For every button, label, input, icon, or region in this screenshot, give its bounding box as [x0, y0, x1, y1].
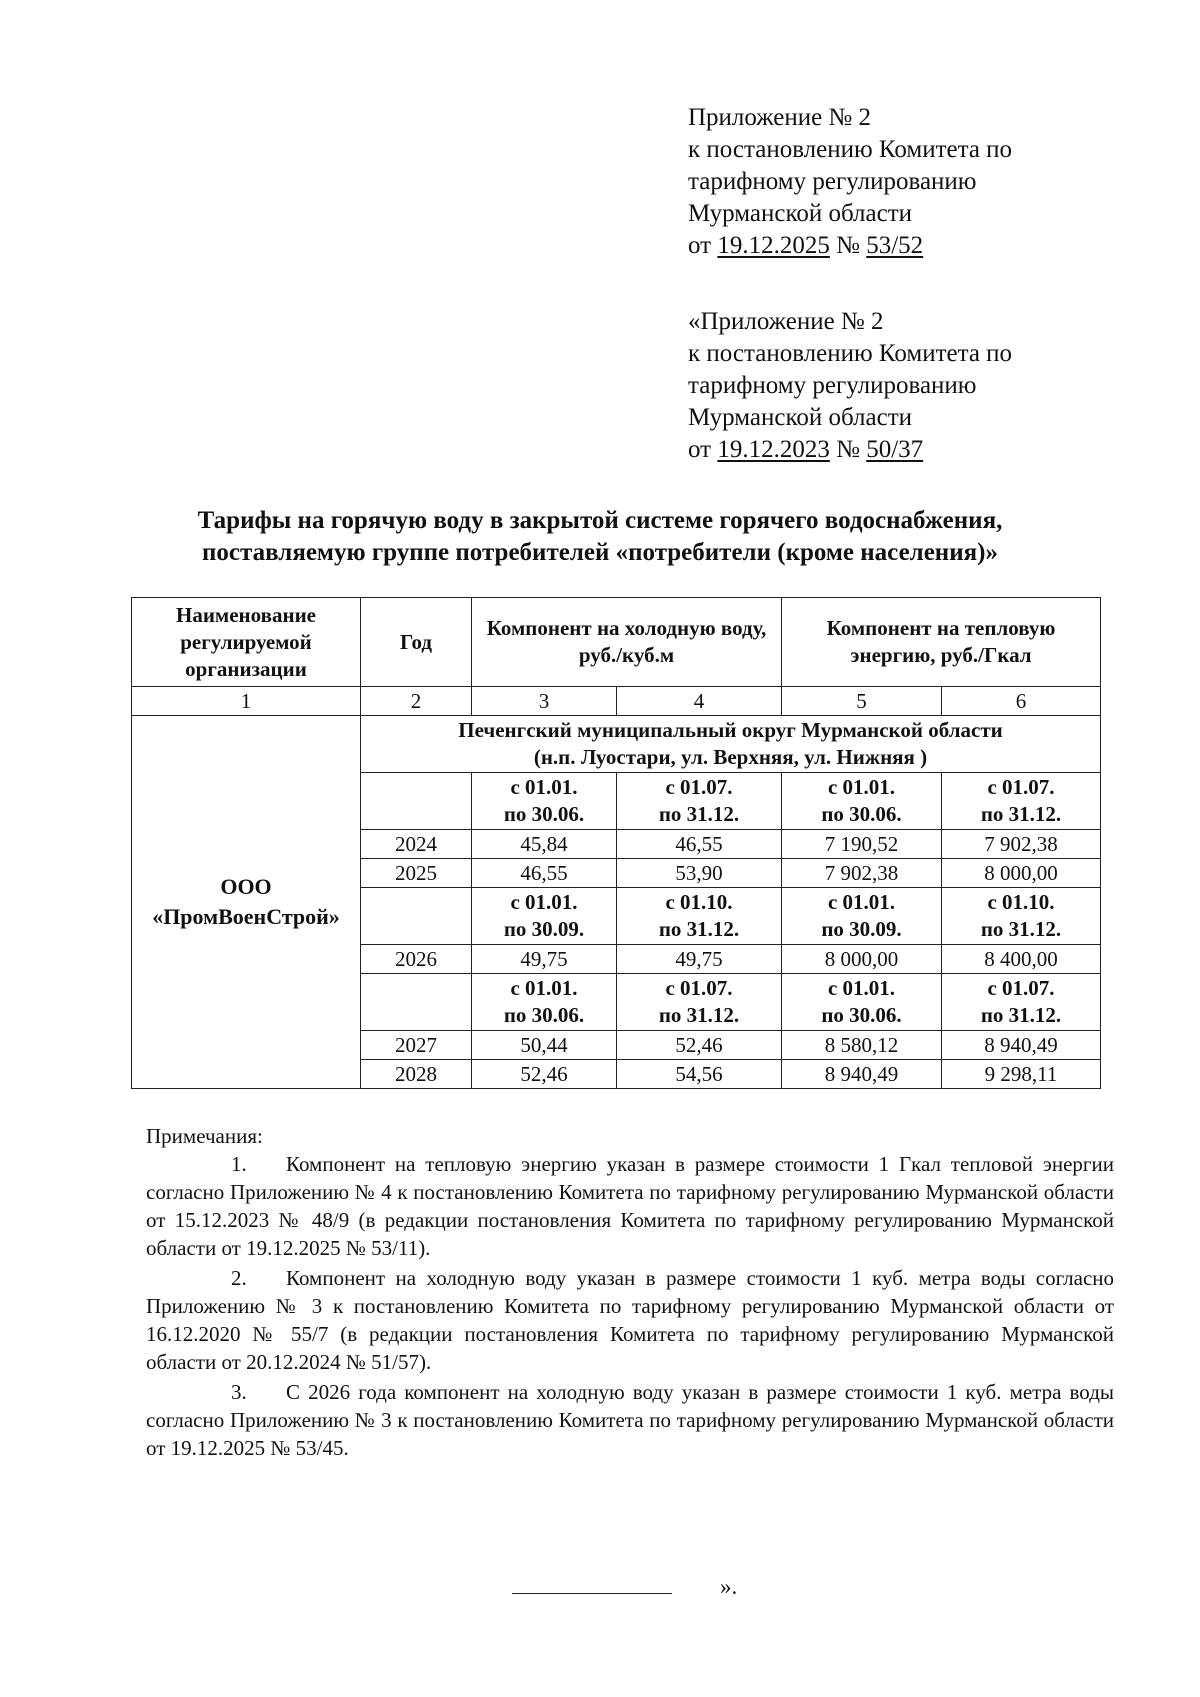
period-cell [617, 773, 782, 830]
period-from: с 01.07. [665, 775, 733, 799]
period-cell [942, 888, 1101, 945]
period-to: по 31.12. [658, 802, 740, 826]
period-from: с 01.07. [987, 976, 1055, 1000]
period-from: с 01.01. [827, 976, 896, 1000]
column-number: 3 [472, 687, 617, 716]
note-number: 1. [231, 1152, 247, 1176]
value-cell: 49,75 [472, 945, 617, 974]
header-line: тарифному регулированию [688, 168, 977, 195]
value-cell: 7 902,38 [782, 859, 942, 888]
value-cell: 8 940,49 [782, 1060, 942, 1089]
date-prefix: от [688, 232, 718, 259]
note-item [146, 1150, 1114, 1262]
value-cell: 53,90 [617, 859, 782, 888]
period-to: по 30.06. [503, 1003, 585, 1027]
period-from: с 01.01. [510, 890, 578, 914]
column-number: 5 [782, 687, 942, 716]
resolution-number: 53/52 [866, 232, 924, 259]
header-line: Мурманской области [688, 200, 913, 227]
period-to: по 30.09. [821, 917, 902, 941]
period-to: по 30.06. [821, 802, 902, 826]
period-cell [472, 974, 617, 1031]
column-number-row [132, 687, 1101, 716]
value-cell: 49,75 [617, 945, 782, 974]
period-from: с 01.01. [510, 775, 578, 799]
column-number: 1 [132, 687, 361, 716]
note-text: Компонент на холодную воду указан в размере стоимости 1 куб. метра воды согласно Приложению № 3 к постановлению Комитета по тарифному регулированию Мурманской области от 16.12.2020 № 55/7 (в редакции постановления Комитета по тарифному регулированию Мурманской области от 20.12.2024 № 51/57). [146, 1266, 1114, 1374]
resolution-date: 19.12.2025 [717, 232, 830, 259]
value-cell: 9 298,11 [942, 1060, 1101, 1089]
note-text: С 2026 года компонент на холодную воду указан в размере стоимости 1 куб. метра воды согласно Приложению № 3 к постановлению Комитета по тарифному регулированию Мурманской области от 19.12.2025 № 53/45. [146, 1380, 1114, 1460]
header-year: Год [361, 598, 472, 687]
header-line: тарифному регулированию [688, 372, 977, 399]
period-to: по 30.06. [821, 1003, 902, 1027]
region-line-2: (н.п. Луостари, ул. Верхняя, ул. Нижняя ) [533, 745, 928, 769]
organization-line-2: «ПромВоенСтрой» [152, 904, 340, 929]
value-cell: 52,46 [472, 1060, 617, 1089]
value-cell: 46,55 [472, 859, 617, 888]
header-line: к постановлению Комитета по [688, 340, 1013, 367]
note-item [146, 1264, 1114, 1376]
period-empty [361, 773, 472, 830]
appendix-header [688, 102, 1012, 262]
closing-mark [512, 1573, 737, 1601]
date-prefix: от [688, 436, 718, 463]
notes-section [146, 1122, 1114, 1464]
period-to: по 31.12. [980, 1003, 1062, 1027]
value-cell: 8 580,12 [782, 1031, 942, 1060]
period-from: с 01.01. [827, 890, 896, 914]
value-cell: 7 902,38 [942, 830, 1101, 859]
resolution-date: 19.12.2023 [717, 436, 830, 463]
value-cell: 8 940,49 [942, 1031, 1101, 1060]
period-from: с 01.07. [987, 775, 1055, 799]
note-number: 3. [231, 1380, 247, 1404]
year-cell: 2027 [361, 1031, 472, 1060]
period-cell [617, 888, 782, 945]
header-heat-energy: Компонент на тепловую энергию, руб./Гкал [782, 598, 1101, 687]
period-to: по 30.09. [503, 917, 585, 941]
year-cell: 2026 [361, 945, 472, 974]
closing-quote: ». [720, 1574, 738, 1599]
year-cell: 2024 [361, 830, 472, 859]
closing-divider [512, 1577, 672, 1594]
organization-name [132, 716, 361, 1089]
note-number: 2. [231, 1266, 247, 1290]
notes-heading: Примечания: [146, 1124, 263, 1148]
value-cell: 7 190,52 [782, 830, 942, 859]
period-to: по 31.12. [980, 802, 1062, 826]
title-line-2: поставляемую группе потребителей «потребители (кроме населения)» [202, 539, 998, 566]
period-cell [617, 974, 782, 1031]
organization-line-1: ООО [220, 874, 272, 899]
previous-appendix-header [688, 306, 1012, 466]
period-to: по 30.06. [503, 802, 585, 826]
period-cell [782, 888, 942, 945]
period-cell [942, 773, 1101, 830]
period-from: с 01.01. [510, 976, 578, 1000]
period-to: по 31.12. [658, 1003, 740, 1027]
note-item [146, 1378, 1114, 1462]
header-line: «Приложение № 2 [688, 308, 884, 335]
value-cell: 52,46 [617, 1031, 782, 1060]
header-date-line [688, 434, 1012, 466]
header-cold-water: Компонент на холодную воду, руб./куб.м [472, 598, 782, 687]
value-cell: 8 000,00 [942, 859, 1101, 888]
note-text: Компонент на тепловую энергию указан в размере стоимости 1 Гкал тепловой энергии согласно Приложению № 4 к постановлению Комитета по тарифному регулированию Мурманской области от 15.12.2023 № 48/9 (в редакции постановления Комитета по тарифному регулированию Мурманской области от 19.12.2025 № 53/11). [146, 1152, 1114, 1260]
period-from: с 01.01. [827, 775, 896, 799]
region-line-1: Печенгский муниципальный округ Мурманской области [458, 718, 1003, 742]
header-org: Наименование регулируемой организации [132, 598, 361, 687]
period-to: по 31.12. [980, 917, 1062, 941]
period-from: с 01.10. [987, 890, 1055, 914]
header-line: Мурманской области [688, 404, 913, 431]
title-line-1: Тарифы на горячую воду в закрытой системе горячего водоснабжения, [197, 507, 1003, 534]
year-cell: 2028 [361, 1060, 472, 1089]
period-empty [361, 974, 472, 1031]
year-cell: 2025 [361, 859, 472, 888]
period-from: с 01.10. [665, 890, 733, 914]
column-number: 6 [942, 687, 1101, 716]
period-cell [942, 974, 1101, 1031]
region-name [361, 716, 1101, 773]
number-prefix: № [829, 436, 867, 463]
column-number: 2 [361, 687, 472, 716]
tariff-table [131, 597, 1101, 1089]
value-cell: 50,44 [472, 1031, 617, 1060]
value-cell: 8 000,00 [782, 945, 942, 974]
period-empty [361, 888, 472, 945]
resolution-number: 50/37 [866, 436, 924, 463]
document-title [120, 505, 1080, 569]
value-cell: 45,84 [472, 830, 617, 859]
header-line: к постановлению Комитета по [688, 136, 1013, 163]
table-header-row [132, 598, 1101, 687]
period-cell [782, 974, 942, 1031]
period-cell [782, 773, 942, 830]
number-prefix: № [829, 232, 867, 259]
column-number: 4 [617, 687, 782, 716]
period-from: с 01.07. [665, 976, 733, 1000]
header-line: Приложение № 2 [688, 104, 872, 131]
value-cell: 54,56 [617, 1060, 782, 1089]
region-row [132, 716, 1101, 773]
period-cell [472, 773, 617, 830]
value-cell: 8 400,00 [942, 945, 1101, 974]
period-cell [472, 888, 617, 945]
period-to: по 31.12. [658, 917, 740, 941]
value-cell: 46,55 [617, 830, 782, 859]
header-date-line [688, 230, 1012, 262]
